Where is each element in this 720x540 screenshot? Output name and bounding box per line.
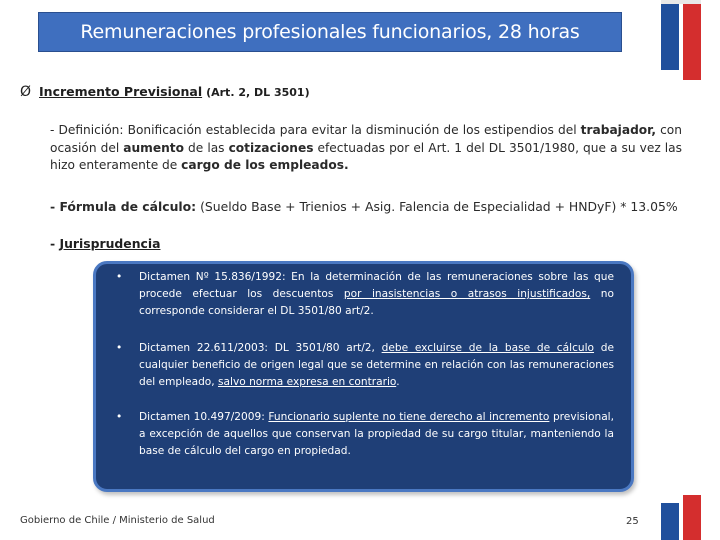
definition-text: efectuadas por el Art. 1 del DL 3501/1980, que a su vez las hizo enteramente de (50, 140, 682, 172)
slide-title: Remuneraciones profesionales funcionarios, 28 horas (80, 21, 580, 43)
bullet-icon: • (116, 271, 123, 283)
formula-line (50, 199, 690, 214)
jurisprudencia-dash: - (50, 236, 60, 251)
jurisprudencia-panel (93, 261, 634, 492)
definition-bold: aumento (123, 140, 184, 155)
jurisprudencia-heading (50, 236, 160, 251)
formula-text: (Sueldo Base + Trienios + Asig. Falencia de Especialidad + HNDyF) * 13.05% (196, 199, 678, 214)
definition-text: de las (184, 140, 229, 155)
dictamen-underlined: salvo norma expresa en contrario (218, 376, 397, 388)
dictamen-underlined: Funcionario suplente no tiene derecho al incremento (268, 411, 550, 423)
dictamen-item (116, 269, 614, 320)
page-number: 25 (626, 516, 639, 527)
dictamen-text: no corresponde considerar el DL 3501/80 art/2. (139, 288, 614, 317)
flag-decoration-bottom-icon (655, 495, 711, 540)
heading-main: Incremento Previsional (39, 84, 203, 99)
dictamen-item (116, 340, 614, 391)
dictamen-item (116, 409, 614, 460)
dictamen-text: Dictamen 10.497/2009: (139, 411, 269, 423)
definition-text: con ocasión del (50, 123, 682, 155)
slide-title-bar (38, 12, 622, 52)
formula-label: - Fórmula de cálculo: (50, 199, 197, 214)
arrow-bullet-icon: Ø (20, 84, 32, 100)
bullet-icon: • (116, 411, 123, 423)
jurisprudencia-label: Jurisprudencia (59, 236, 161, 251)
dictamen-text: previsional, a excepción de aquellos que conservan la propiedad de su cargo titular, manteniendo la base de cálculo del cargo en propiedad. (139, 411, 614, 457)
dictamen-text: Dictamen Nº 15.836/1992: En la determinación de las remuneraciones sobre las que procede efectuar los descuentos (139, 271, 614, 300)
definition-paragraph (50, 122, 682, 175)
dictamen-text: . (396, 376, 400, 388)
definition-text: Bonificación establecida para evitar la disminución de los estipendios del (123, 123, 581, 137)
dictamen-text: Dictamen 22.611/2003: DL 3501/80 art/2, (139, 342, 382, 354)
definition-bold: trabajador, (580, 123, 657, 137)
footer-text: Gobierno de Chile / Ministerio de Salud (20, 515, 215, 526)
definition-bold: cargo de los empleados. (181, 158, 349, 172)
definition-bold: cotizaciones (228, 140, 314, 155)
heading-ref: (Art. 2, DL 3501) (206, 86, 310, 99)
section-heading (20, 84, 310, 100)
dictamen-underlined: por inasistencias o atrasos injustificados, (343, 288, 591, 300)
flag-decoration-icon (655, 0, 711, 90)
dictamen-underlined: debe excluirse de la base de cálculo (381, 342, 595, 354)
definition-label: - Definición: (50, 123, 124, 137)
dictamen-text: de cualquier beneficio de origen legal que se determine en relación con las remuneraciones del empleado, (139, 342, 614, 388)
bullet-icon: • (116, 342, 123, 354)
